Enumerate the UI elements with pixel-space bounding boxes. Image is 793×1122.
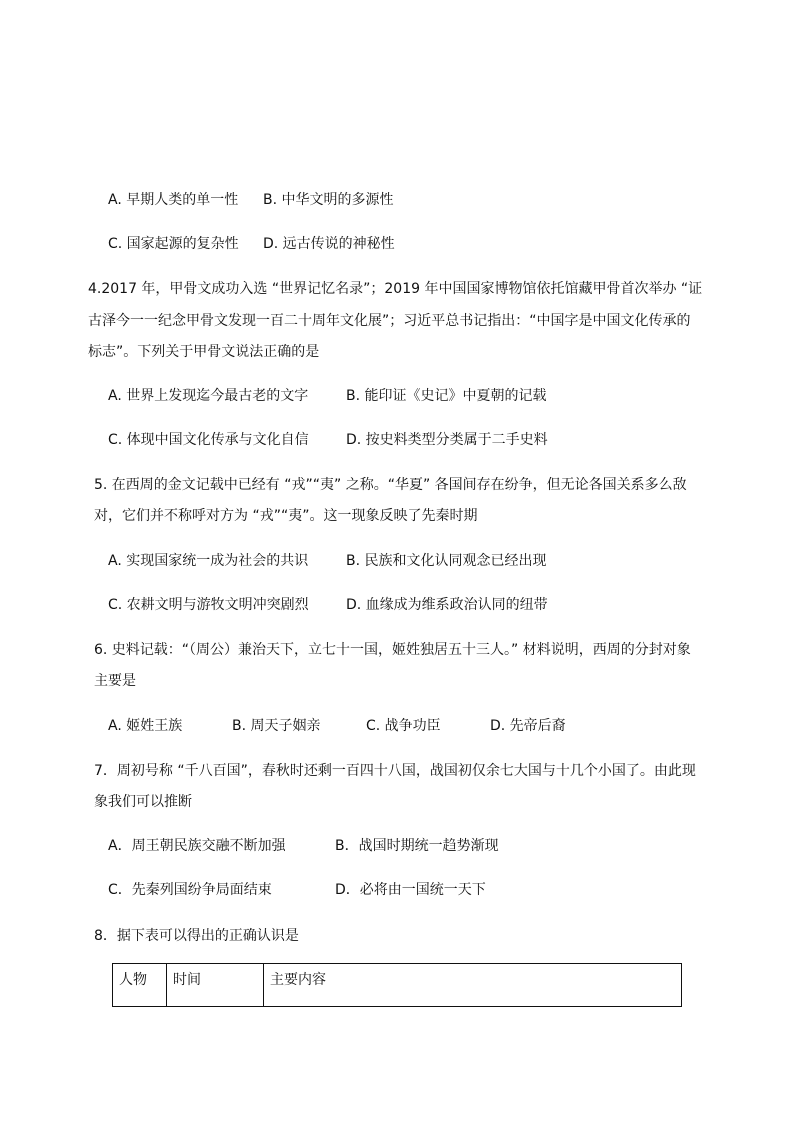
q3-option-d: D. 远古传说的神秘性: [263, 236, 395, 252]
table-header-person: 人物: [113, 964, 167, 1007]
q4-option-d: D. 按史料类型分类属于二手史料: [346, 432, 548, 448]
q7-option-c: C．先秦列国纷争局面结束: [108, 882, 272, 898]
q3-option-b: B. 中华文明的多源性: [263, 192, 394, 208]
q5-option-a: A. 实现国家统一成为社会的共识: [108, 553, 309, 569]
q7-option-d: D．必将由一国统一天下: [335, 882, 486, 898]
table-header-content: 主要内容: [264, 964, 682, 1007]
q5-stem-line-2: 对，它们并不称呼对方为 “戎”“夷”。这一现象反映了先秦时期: [94, 508, 478, 524]
q7-stem-line-1: 7．周初号称 “千八百国”，春秋时还剩一百四十八国，战国初仅余七大国与十几个小国了。由此现: [94, 763, 696, 779]
q6-stem-line-1: 6. 史料记载：“（周公）兼治天下，立七十一国，姬姓独居五十三人。” 材料说明，西周的分封对象: [94, 642, 691, 658]
q6-option-c: C. 战争功臣: [366, 718, 441, 734]
q3-option-c: C. 国家起源的复杂性: [108, 236, 239, 252]
q7-option-a: A．周王朝民族交融不断加强: [108, 838, 286, 854]
table-header-row: [113, 964, 682, 1007]
q6-option-d: D. 先帝后裔: [490, 718, 566, 734]
q7-stem-line-2: 象我们可以推断: [94, 794, 192, 810]
q3-option-a: A. 早期人类的单一性: [108, 192, 239, 208]
q4-option-b: B. 能印证《史记》中夏朝的记载: [346, 388, 547, 404]
q8-table: [112, 963, 682, 1007]
q4-option-a: A. 世界上发现迄今最古老的文字: [108, 388, 309, 404]
q4-option-c: C. 体现中国文化传承与文化自信: [108, 432, 309, 448]
q8-stem: 8．据下表可以得出的正确认识是: [94, 928, 299, 944]
q5-stem-line-1: 5. 在西周的金文记载中已经有 “戎”“夷” 之称。“华夏” 各国间存在纷争，但无论各国关系多么敌: [94, 477, 687, 493]
table-header-time: 时间: [167, 964, 264, 1007]
q5-option-d: D. 血缘成为维系政治认同的纽带: [346, 597, 548, 613]
q4-stem-line-3: 标志”。下列关于甲骨文说法正确的是: [88, 344, 320, 360]
q4-stem-line-1: 4.2017 年，甲骨文成功入选 “世界记忆名录”；2019 年中国国家博物馆依托馆藏甲骨首次举办 “证: [88, 281, 703, 297]
q6-option-a: A. 姬姓王族: [108, 718, 183, 734]
q5-option-b: B. 民族和文化认同观念已经出现: [346, 553, 547, 569]
q6-stem-line-2: 主要是: [94, 673, 136, 689]
q7-option-b: B．战国时期统一趋势渐现: [335, 838, 499, 854]
q6-option-b: B. 周天子姻亲: [232, 718, 321, 734]
q5-option-c: C. 农耕文明与游牧文明冲突剧烈: [108, 597, 309, 613]
q4-stem-line-2: 古泽今一一纪念甲骨文发现一百二十周年文化展”；习近平总书记指出：“中国字是中国文化传承的: [88, 313, 691, 329]
